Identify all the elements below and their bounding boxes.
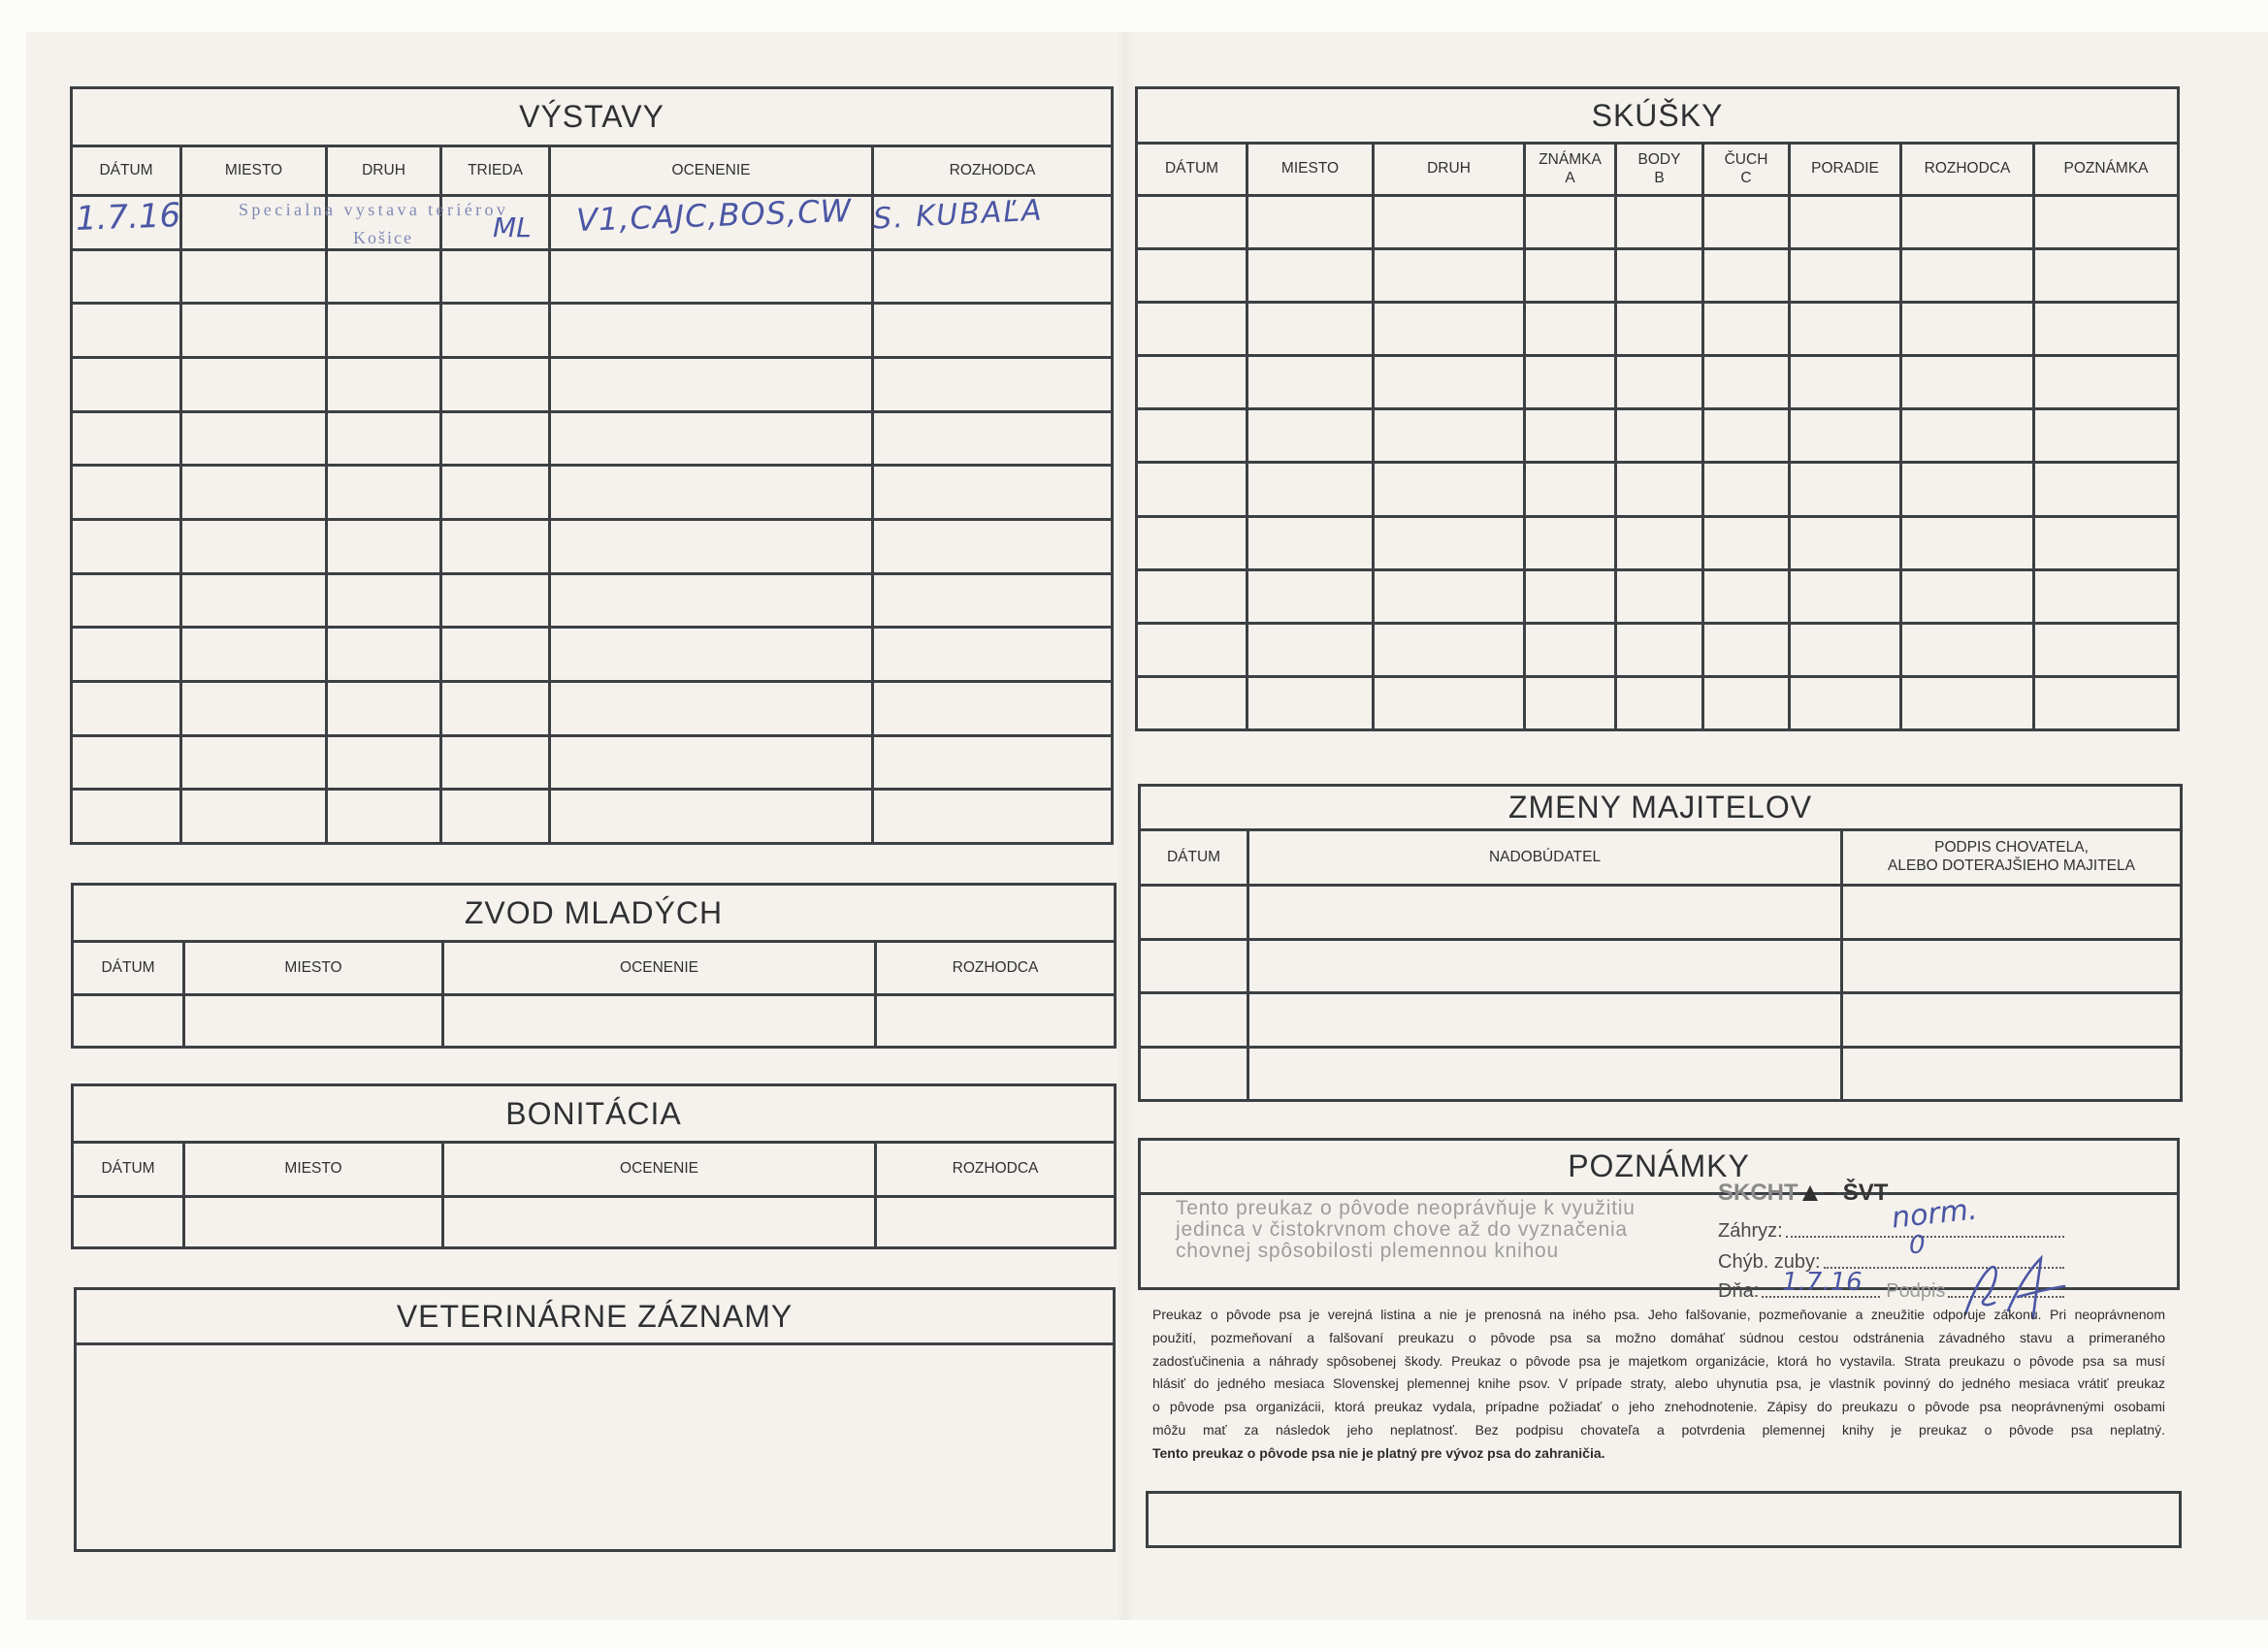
skusky-cell: [1790, 303, 1901, 356]
vystavy-cell: [873, 249, 1113, 304]
vystavy-cell: [327, 249, 441, 304]
zmeny-majitelov-cell: [1140, 1047, 1248, 1101]
vystavy-cell: [441, 411, 550, 466]
vystavy-cell: [181, 790, 327, 844]
vystavy-cell: [327, 411, 441, 466]
skusky-cell: [1901, 463, 2034, 516]
handwritten-stamp-date: 1.7.16: [1782, 1268, 1863, 1297]
vystavy-cell: [441, 519, 550, 573]
vystavy-cell: [441, 466, 550, 520]
skusky-cell: [1901, 249, 2034, 303]
skusky-cell: [1247, 249, 1374, 303]
column-header-nadobudatel: NADOBÚDATEL: [1248, 830, 1842, 886]
printed-note-line-1: Tento preukaz o pôvode neoprávňuje k využitiu: [1176, 1197, 1636, 1219]
column-header-rozhodca: ROZHODCA: [873, 146, 1113, 196]
skusky-section: [1135, 86, 2177, 728]
column-header-poznamka: POZNÁMKA: [2034, 144, 2179, 196]
title-row: [76, 1289, 1115, 1344]
column-header-druh: DRUH: [327, 146, 441, 196]
vystavy-cell: [72, 411, 181, 466]
vystavy-row: [72, 249, 1113, 304]
zvod-mladych-table: [71, 883, 1117, 1049]
title-row: [1137, 88, 2179, 144]
skusky-cell: [2034, 516, 2179, 569]
skusky-cell: [2034, 196, 2179, 249]
skusky-cell: [1790, 356, 1901, 409]
skusky-row: [1137, 303, 2179, 356]
section-title: BONITÁCIA: [73, 1085, 1116, 1143]
header-row: [73, 942, 1116, 995]
vystavy-cell: [550, 628, 873, 682]
skusky-cell: [1525, 676, 1616, 729]
skusky-cell: [1703, 569, 1790, 623]
vystavy-cell: [550, 357, 873, 411]
zmeny-majitelov-cell: [1842, 939, 2182, 993]
skusky-cell: [1525, 623, 1616, 676]
skusky-cell: [1790, 516, 1901, 569]
skusky-cell: [1247, 623, 1374, 676]
handwritten-missing-teeth: 0: [1909, 1231, 1926, 1260]
skusky-cell: [1616, 303, 1703, 356]
skusky-cell: [1137, 516, 1247, 569]
vystavy-row: [72, 519, 1113, 573]
vystavy-cell: [550, 466, 873, 520]
handwritten-class: ML: [493, 211, 532, 243]
club-stamp-header: [1718, 1180, 1888, 1206]
skusky-cell: [1374, 463, 1525, 516]
column-header-rozhodca: ROZHODCA: [876, 1143, 1116, 1197]
zvod-mladych-cell: [184, 995, 443, 1048]
skusky-cell: [2034, 569, 2179, 623]
skusky-cell: [1247, 409, 1374, 463]
vystavy-row: [72, 357, 1113, 411]
vystavy-cell: [327, 790, 441, 844]
column-header-ocenenie: OCENENIE: [550, 146, 873, 196]
bite-row: [1718, 1219, 2064, 1243]
vystavy-cell: [441, 735, 550, 790]
skusky-cell: [1703, 463, 1790, 516]
skusky-cell: [1525, 516, 1616, 569]
skusky-cell: [1616, 196, 1703, 249]
bonitacia-cell: [443, 1197, 876, 1248]
column-header-datum: DÁTUM: [73, 942, 184, 995]
column-header-cuch: ČUCH C: [1703, 144, 1790, 196]
skusky-table: [1135, 86, 2180, 731]
club-logo-icon: [1802, 1185, 1818, 1201]
skusky-cell: [1525, 303, 1616, 356]
skusky-cell: [1616, 249, 1703, 303]
zvod-mladych-cell: [876, 995, 1116, 1048]
skusky-cell: [1374, 249, 1525, 303]
title-row: [72, 88, 1113, 146]
skusky-cell: [1901, 356, 2034, 409]
skusky-cell: [1703, 676, 1790, 729]
vystavy-row: [72, 466, 1113, 520]
skusky-row: [1137, 356, 2179, 409]
vystavy-cell: [327, 304, 441, 358]
zmeny-majitelov-row: [1140, 886, 2182, 940]
skusky-cell: [1790, 676, 1901, 729]
skusky-cell: [1790, 569, 1901, 623]
column-header-datum: DÁTUM: [73, 1143, 184, 1197]
vystavy-cell: [327, 466, 441, 520]
vystavy-row: [72, 573, 1113, 628]
skusky-cell: [2034, 676, 2179, 729]
date-label: Dňa:: [1718, 1280, 1760, 1302]
header-row: [1140, 830, 2182, 886]
header-row: [1137, 144, 2179, 196]
vystavy-cell: [181, 466, 327, 520]
legal-line: môžu mať za následok jeho neplatnosť. Bez podpisu chovateľa a potvrdenia plemennej knihy je preukaz o pôvode psa neplatný.: [1152, 1421, 2165, 1438]
vystavy-cell: [181, 411, 327, 466]
column-header-znamka: ZNÁMKA A: [1525, 144, 1616, 196]
skusky-row: [1137, 463, 2179, 516]
column-header-ocenenie: OCENENIE: [443, 942, 876, 995]
column-header-datum: DÁTUM: [72, 146, 181, 196]
vystavy-cell: [72, 519, 181, 573]
column-header-rozhodca: ROZHODCA: [1901, 144, 2034, 196]
column-header-miesto: MIESTO: [181, 146, 327, 196]
handwritten-award: V1,CAJC,BOS,CW: [575, 192, 853, 239]
bonitacia-cell: [184, 1197, 443, 1248]
bottom-empty-box: [1146, 1491, 2182, 1548]
handwritten-date: 1.7.16: [75, 196, 181, 239]
column-header-body: BODY B: [1616, 144, 1703, 196]
skusky-cell: [1616, 356, 1703, 409]
skusky-cell: [1247, 516, 1374, 569]
handwritten-judge: S. KUBAĽA: [872, 193, 1045, 237]
skusky-cell: [1616, 516, 1703, 569]
zmeny-majitelov-row: [1140, 939, 2182, 993]
skusky-cell: [1137, 623, 1247, 676]
skusky-cell: [2034, 623, 2179, 676]
skusky-row: [1137, 516, 2179, 569]
column-header-poradie: PORADIE: [1790, 144, 1901, 196]
poznamky-section: [1138, 1138, 2180, 1302]
zmeny-majitelov-cell: [1248, 1047, 1842, 1101]
show-stamp-line-2: Košice: [353, 228, 413, 247]
column-header-datum: DÁTUM: [1137, 144, 1247, 196]
vystavy-cell: [327, 357, 441, 411]
legal-line: o pôvode psa organizácii, ktorá preukaz vydala, prípadne požiadať o jeho znehodnotenie. Zápisy do preukazu o pôvode psa neoprávnenými osobami: [1152, 1399, 2165, 1415]
vystavy-cell: [327, 628, 441, 682]
vystavy-cell: [327, 735, 441, 790]
skusky-cell: [1525, 356, 1616, 409]
zmeny-majitelov-section: [1138, 784, 2180, 1099]
skusky-cell: [1703, 356, 1790, 409]
vystavy-row: [72, 790, 1113, 844]
skusky-cell: [1374, 196, 1525, 249]
vystavy-cell: [72, 249, 181, 304]
column-header-miesto: MIESTO: [1247, 144, 1374, 196]
skusky-cell: [1137, 249, 1247, 303]
vystavy-row: [72, 735, 1113, 790]
skusky-cell: [1901, 303, 2034, 356]
skusky-cell: [1137, 303, 1247, 356]
vystavy-cell: [327, 681, 441, 735]
skusky-row: [1137, 623, 2179, 676]
skusky-cell: [1525, 409, 1616, 463]
skusky-cell: [1616, 623, 1703, 676]
skusky-cell: [1616, 569, 1703, 623]
veterinarne-zaznamy-table: [74, 1287, 1116, 1552]
zmeny-majitelov-cell: [1140, 939, 1248, 993]
skusky-cell: [1137, 196, 1247, 249]
vystavy-cell: [873, 681, 1113, 735]
vystavy-cell: [550, 304, 873, 358]
skusky-row: [1137, 569, 2179, 623]
skusky-cell: [2034, 356, 2179, 409]
column-header-miesto: MIESTO: [184, 942, 443, 995]
zmeny-majitelov-cell: [1248, 993, 1842, 1048]
section-title: ZMENY MAJITELOV: [1140, 786, 2182, 830]
skusky-cell: [2034, 409, 2179, 463]
vystavy-cell: [873, 466, 1113, 520]
zvod-mladych-cell: [443, 995, 876, 1048]
skusky-cell: [1901, 409, 2034, 463]
zmeny-majitelov-cell: [1248, 939, 1842, 993]
bite-label: Záhryz:: [1718, 1220, 1783, 1242]
column-header-ocenenie: OCENENIE: [443, 1143, 876, 1197]
skusky-cell: [1703, 303, 1790, 356]
section-title: SKÚŠKY: [1137, 88, 2179, 144]
bonitacia-row: [73, 1197, 1116, 1248]
skusky-cell: [2034, 303, 2179, 356]
vystavy-cell: [550, 249, 873, 304]
skusky-cell: [1616, 409, 1703, 463]
zmeny-majitelov-cell: [1248, 886, 1842, 940]
skusky-cell: [1901, 516, 2034, 569]
zmeny-majitelov-cell: [1842, 993, 2182, 1048]
vystavy-cell: [873, 735, 1113, 790]
zmeny-majitelov-row: [1140, 993, 2182, 1048]
vystavy-cell: [441, 628, 550, 682]
vystavy-cell: [441, 790, 550, 844]
vystavy-cell: [181, 735, 327, 790]
vystavy-row: [72, 628, 1113, 682]
handwritten-bite: norm.: [1890, 1192, 1980, 1236]
signature-label: Podpis: [1886, 1280, 1946, 1302]
skusky-cell: [1374, 303, 1525, 356]
vystavy-cell: [72, 357, 181, 411]
vystavy-cell: [441, 249, 550, 304]
vystavy-cell: [873, 357, 1113, 411]
vystavy-cell: [72, 573, 181, 628]
skusky-cell: [1525, 196, 1616, 249]
column-header-druh: DRUH: [1374, 144, 1525, 196]
vystavy-cell: [873, 790, 1113, 844]
bonitacia-cell: [73, 1197, 184, 1248]
skusky-cell: [1137, 356, 1247, 409]
skusky-row: [1137, 409, 2179, 463]
vystavy-section: [70, 86, 1111, 842]
title-row: [1140, 1140, 2179, 1194]
vystavy-cell: [550, 735, 873, 790]
skusky-cell: [1137, 676, 1247, 729]
skusky-cell: [1525, 463, 1616, 516]
vystavy-row: [72, 304, 1113, 358]
vystavy-cell: [550, 573, 873, 628]
zmeny-majitelov-cell: [1842, 886, 2182, 940]
skusky-cell: [1374, 676, 1525, 729]
skusky-cell: [1703, 516, 1790, 569]
skusky-cell: [1901, 623, 2034, 676]
skusky-cell: [1374, 356, 1525, 409]
column-header-rozhodca: ROZHODCA: [876, 942, 1116, 995]
zmeny-majitelov-cell: [1842, 1047, 2182, 1101]
legal-line: zadosťučinenia a náhrady spôsobenej škody. Preukaz o pôvode psa je majetkom organizácie, ktorá ho vystavila. Strata preukazu o pôvode psa sa musí: [1152, 1352, 2165, 1369]
show-stamp-line-1: Specialna vystava teriérov: [239, 200, 509, 219]
vystavy-cell: [550, 681, 873, 735]
vystavy-cell: [873, 411, 1113, 466]
column-header-miesto: MIESTO: [184, 1143, 443, 1197]
skusky-cell: [1525, 569, 1616, 623]
skusky-cell: [1247, 303, 1374, 356]
skusky-cell: [1137, 409, 1247, 463]
skusky-cell: [1525, 249, 1616, 303]
vystavy-cell: [181, 573, 327, 628]
header-row: [72, 146, 1113, 196]
vystavy-cell: [550, 519, 873, 573]
skusky-cell: [1374, 569, 1525, 623]
column-header-podpis: PODPIS CHOVATELA, ALEBO DOTERAJŠIEHO MAJITELA: [1842, 830, 2182, 886]
zvod-mladych-row: [73, 995, 1116, 1048]
vystavy-cell: [72, 304, 181, 358]
skusky-cell: [1790, 196, 1901, 249]
vystavy-cell: [873, 519, 1113, 573]
zmeny-majitelov-cell: [1140, 886, 1248, 940]
header-row: [73, 1143, 1116, 1197]
vystavy-cell: [181, 357, 327, 411]
zmeny-majitelov-cell: [1140, 993, 1248, 1048]
zmeny-majitelov-row: [1140, 1047, 2182, 1101]
skusky-cell: [1616, 676, 1703, 729]
vystavy-cell: [550, 790, 873, 844]
vystavy-row: [72, 411, 1113, 466]
column-header-trieda: TRIEDA: [441, 146, 550, 196]
skusky-cell: [1616, 463, 1703, 516]
skusky-cell: [1703, 623, 1790, 676]
skusky-cell: [1137, 569, 1247, 623]
vystavy-cell: [441, 573, 550, 628]
zmeny-majitelov-table: [1138, 784, 2183, 1102]
vystavy-cell: [181, 519, 327, 573]
section-title: VETERINÁRNE ZÁZNAMY: [76, 1289, 1115, 1344]
skusky-cell: [1703, 196, 1790, 249]
vystavy-cell: [72, 735, 181, 790]
skusky-cell: [1790, 409, 1901, 463]
records-cell: [76, 1344, 1115, 1551]
skusky-cell: [1374, 409, 1525, 463]
column-header-datum: DÁTUM: [1140, 830, 1248, 886]
vystavy-cell: [181, 628, 327, 682]
records-body: [76, 1344, 1115, 1551]
missing-teeth-label: Chýb. zuby:: [1718, 1251, 1821, 1273]
legal-line: použití, pozmeňovaní a falšovaní preukazu o pôvode psa sa možno domáhať súdnou cestou odstránenia závadného stavu a primeraného: [1152, 1329, 2165, 1345]
section-title: POZNÁMKY: [1140, 1140, 2179, 1194]
skusky-cell: [2034, 249, 2179, 303]
zvod-mladych-cell: [73, 995, 184, 1048]
skusky-cell: [1703, 249, 1790, 303]
skusky-cell: [1703, 409, 1790, 463]
title-row: [73, 1085, 1116, 1143]
vystavy-cell: [72, 681, 181, 735]
skusky-cell: [1247, 676, 1374, 729]
skusky-cell: [1374, 516, 1525, 569]
center-fold: [1116, 32, 1135, 1620]
skusky-cell: [1247, 356, 1374, 409]
skusky-cell: [1790, 463, 1901, 516]
veterinarne-zaznamy-section: [74, 1287, 1116, 1549]
vystavy-cell: [550, 411, 873, 466]
printed-note-line-3: chovnej spôsobilosti plemennou knihou: [1176, 1240, 1560, 1262]
vystavy-cell: [181, 681, 327, 735]
skusky-cell: [1374, 623, 1525, 676]
bonitacia-cell: [876, 1197, 1116, 1248]
skusky-cell: [1247, 196, 1374, 249]
skusky-cell: [1790, 623, 1901, 676]
skusky-cell: [1247, 569, 1374, 623]
legal-line: hlásiť do jedného mesiaca Slovenskej plemennej knihe psov. V prípade straty, alebo uhynutia psa, je vlastník povinný do jedného mesiaca vrátiť preukaz: [1152, 1375, 2165, 1392]
printed-note-line-2: jedinca v čistokrvnom chove až do vyznačenia: [1176, 1218, 1628, 1241]
title-row: [73, 885, 1116, 942]
zvod-mladych-section: [71, 883, 1114, 1046]
skusky-cell: [1247, 463, 1374, 516]
club-stamp-name: SKCHT: [1718, 1180, 1798, 1206]
vystavy-cell: [873, 628, 1113, 682]
skusky-cell: [1901, 196, 2034, 249]
vystavy-cell: [441, 304, 550, 358]
section-title: ZVOD MLADÝCH: [73, 885, 1116, 942]
skusky-cell: [1901, 569, 2034, 623]
skusky-cell: [1137, 463, 1247, 516]
vystavy-cell: [441, 357, 550, 411]
vystavy-cell: [327, 519, 441, 573]
skusky-row: [1137, 196, 2179, 249]
vystavy-cell: [327, 573, 441, 628]
legal-line: Preukaz o pôvode psa je verejná listina a nie je prenosná na iného psa. Jeho falšovanie, pozmeňovanie a zneužitie odporuje zákonu. Pri neoprávnenom: [1152, 1307, 2165, 1322]
club-stamp-section: – ŠVT: [1823, 1180, 1889, 1206]
vystavy-row: [72, 681, 1113, 735]
skusky-cell: [2034, 463, 2179, 516]
vystavy-cell: [181, 304, 327, 358]
vystavy-cell: [72, 790, 181, 844]
vystavy-cell: [72, 628, 181, 682]
title-row: [1140, 786, 2182, 830]
bonitacia-section: [71, 1083, 1114, 1246]
skusky-row: [1137, 676, 2179, 729]
vystavy-cell: [873, 573, 1113, 628]
legal-export-warning: Tento preukaz o pôvode psa nie je platný pre vývoz psa do zahraničia.: [1152, 1444, 1605, 1461]
vystavy-cell: [72, 466, 181, 520]
legal-notice: [1152, 1304, 2165, 1466]
skusky-cell: [1790, 249, 1901, 303]
section-title: VÝSTAVY: [72, 88, 1113, 146]
vystavy-cell: [181, 249, 327, 304]
skusky-row: [1137, 249, 2179, 303]
bonitacia-table: [71, 1083, 1117, 1249]
vystavy-cell: [441, 681, 550, 735]
vystavy-cell: [873, 304, 1113, 358]
skusky-cell: [1901, 676, 2034, 729]
